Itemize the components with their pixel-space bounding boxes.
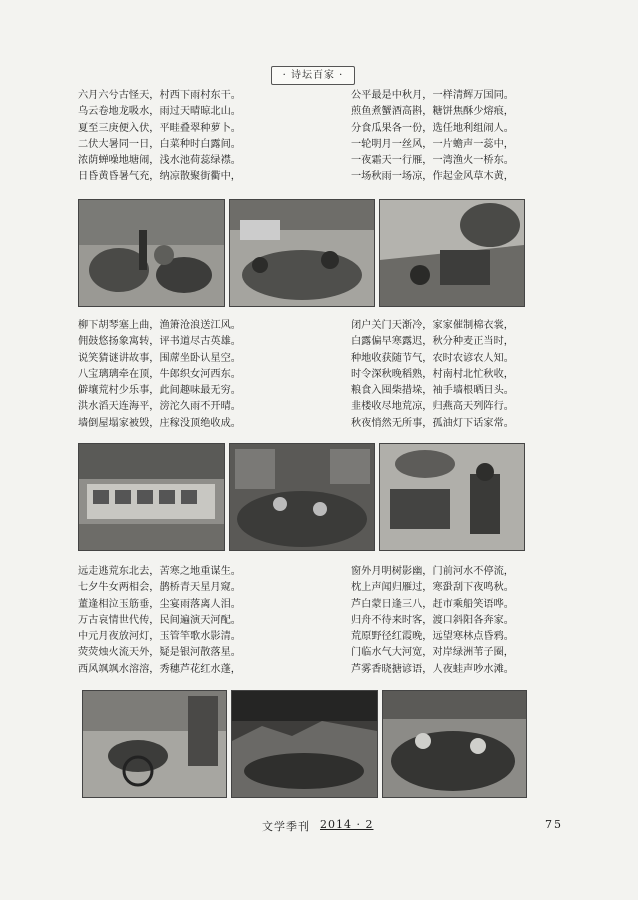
poem-line: 说笑猜谜讲故事，围蓆坐卧认星空。 (78, 352, 241, 364)
poem-line: 闭户关门天渐冷，家家催制棉衣裳， (351, 320, 514, 331)
painting-image (382, 690, 527, 798)
poem-line: 夏至三庚便入伏，平畦叠翠种萝卜。 (78, 122, 241, 134)
journal-name: 文学季刊 (262, 820, 310, 833)
poem-line: 柳下胡琴塞上曲，渔箫沧浪送江风。 (78, 320, 241, 331)
painting-image (229, 443, 375, 551)
poem-line: 时令深秋晚稻熟，村南村北忙秋收， (351, 368, 514, 380)
poem-line: 西风飒飒水溶溶，秀穗芦花红水蓬， (78, 663, 241, 675)
poem-line: 日昏黄昏暑气充，纳凉散聚街衢中， (78, 171, 241, 183)
poem-line: 一夜霜天一行雁，一湾渔火一桥东。 (351, 155, 514, 167)
poem-line: 煎鱼煮蟹酒高斟，糖饼焦酥少熔痕， (351, 106, 514, 118)
poem-line: 一场秋雨一场凉，作起金风草木黄， (351, 171, 514, 183)
poem-line: 远走逃荒东北去，苦寒之地重谋生。 (78, 566, 241, 577)
column-title: · 诗坛百家 · (271, 66, 355, 85)
painting-image (379, 443, 525, 551)
painting-image (231, 690, 378, 798)
poem-line: 芦雾香晓搪谚语，人夜蛙声吵水滩。 (351, 663, 514, 675)
poem-line: 一轮明月一丝风，一片蟾声一蕊中， (351, 138, 514, 150)
poem-line: 种地收获随节气，农时农谚农人知。 (351, 352, 514, 364)
poem-line: 归舟不待来时客，渡口斜阳各奔家。 (351, 614, 514, 626)
poem-block-1-left (78, 88, 262, 186)
poem-line: 董逢相泣玉筋垂，尘宴雨落离人泪。 (78, 598, 241, 610)
poem-line: 秋夜悄然无所事，孤油灯下话家常。 (351, 417, 514, 429)
poem-line: 墙倒屋塌家被毁，庄稼没顶绝收成。 (78, 417, 241, 429)
poem-block-1-right (351, 88, 535, 186)
poem-line: 荒原野径红霞晚，远望寒林点昏鸦。 (351, 631, 514, 643)
poem-line: 佣鼓悠扬象寓转，评书道尽古英雄。 (78, 336, 241, 348)
painting-image (78, 199, 225, 307)
poem-block-2-right (351, 318, 535, 432)
poem-line: 窗外月明树影幽，门前河水不停流， (351, 566, 514, 577)
poem-line: 乌云卷地龙吸水，雨过天晴晾北山。 (78, 106, 241, 118)
poem-line: 二伏大暑同一日，白菜种时白露间。 (78, 138, 241, 150)
poem-line: 浓荫蝉噪地塘闹，浅水池荷蕊绿襟。 (78, 155, 241, 167)
poem-line: 荧荧烛火流天外，疑是银河散落星。 (78, 647, 241, 659)
poem-line: 万古哀情世代传，民间遍演天河配。 (78, 614, 241, 626)
poem-line: 七夕牛女两相会，鹊桥青天星月窥。 (78, 582, 241, 594)
poem-line: 白露偏早寒露迟，秋分种麦正当时， (351, 336, 514, 348)
poem-line: 公平最是中秋月，一样清辉万国同。 (351, 90, 514, 101)
painting-image (78, 443, 225, 551)
poem-line: 韭楼收尽地荒凉，归燕高天列阵行。 (351, 401, 514, 413)
poem-block-3-right (351, 564, 535, 678)
poem-line: 门临水气大河宽，对岸绿洲苇子圈， (351, 647, 514, 659)
poem-line: 枕上声闻归雁过，寒蛩刮下夜鸣秋。 (351, 582, 514, 594)
poem-line: 洪水滔天连海平，滂沱久雨不开晴。 (78, 401, 241, 413)
page-number: 75 (545, 818, 563, 831)
poem-line: 中元月夜放河灯，玉管竿歌水影清。 (78, 631, 241, 643)
painting-image (82, 690, 227, 798)
poem-line: 粮食入囤柴措垛，袖手墙根晒日头。 (351, 385, 514, 397)
poem-line: 分食瓜果各一份，选任地利组闹人。 (351, 122, 514, 134)
poem-line: 八宝璃璃牵在顶，牛郎织女河西东。 (78, 368, 241, 380)
issue-number: 2014 · 2 (320, 818, 374, 831)
painting-image (229, 199, 375, 307)
poem-line: 僻壤荒村少乐事，此间趣味最无穷。 (78, 385, 241, 397)
poem-line: 芦白蒙日逢三八，赶市乘船笑语哗。 (351, 598, 514, 610)
poem-line: 六月六兮古怪天，村西下雨村东干。 (78, 90, 241, 101)
poem-block-2-left (78, 318, 262, 432)
poem-block-3-left (78, 564, 262, 678)
painting-image (379, 199, 525, 307)
